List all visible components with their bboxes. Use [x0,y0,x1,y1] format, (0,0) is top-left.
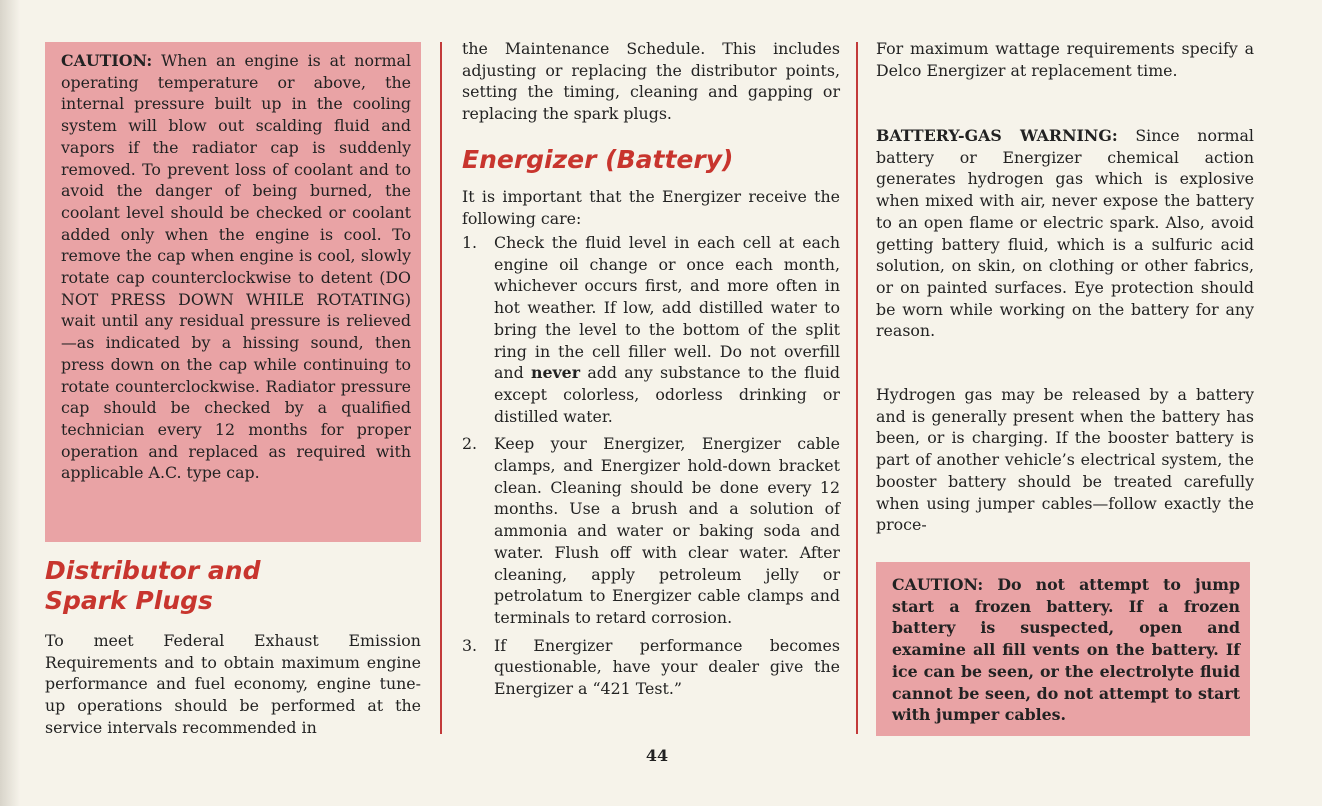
distributor-heading-line2: Spark Plugs [45,586,213,615]
list-item-emphasis: never [530,363,581,383]
warning-label: BATTERY-GAS WARNING: [876,126,1118,145]
energizer-intro: It is important that the Energizer receive the following care: [462,187,840,228]
hydrogen-paragraph: Hydrogen gas may be released by a battery and is generally present when the battery has been, or is charging. If the booster battery is part of another vehicle’s electrical system, the booster battery should be treated carefully when using jumper cables—follow exactly the proce- [876,385,1254,535]
list-item-text-after: add any substance to the fluid except colorless, odorless drinking or distilled water. [494,363,840,426]
energizer-heading: Energizer (Battery) [462,145,734,174]
list-item-text: Keep your Energizer, Energizer cable clamps, and Energizer hold-down bracket clean. Cleaning should be done every 12 months. Use a brush and a solution of ammonia and water or baking soda and water. Flush off with clear water. After cleaning, apply petroleum jelly or petrolatum to Energizer cable clamps and terminals to retard corrosion. [494,434,840,627]
caution-label: CAUTION: [61,51,153,70]
wattage-paragraph: For maximum wattage requirements specify a Delco Energizer at replacement time. [876,39,1254,80]
list-item-number: 2. [462,434,478,454]
warning-body: Since normal battery or Energizer chemical action generates hydrogen gas which is explosive when mixed with air, never expose the battery to an open flame or electric spark. Also, avoid getting battery fluid, which is a sulfuric acid solution, on skin, on clothing or other fabrics, or on painted surfaces. Eye protection should be worn while working on the battery for any reason. [876,126,1254,341]
radiator-caution-box [45,42,421,542]
list-item-number: 1. [462,233,478,252]
page-binding-shadow [0,0,20,806]
caution-body: Do not attempt to jump start a frozen battery. If a frozen battery is suspected, open and examine all fill vents on the battery. If ice can be seen, or the electrolyte fluid cannot be seen, do not attempt to start with jumper cables. [892,575,1240,725]
column-divider-2 [856,42,858,734]
list-item [462,433,840,628]
page-number: 44 [645,746,669,765]
radiator-caution-text [61,50,411,484]
energizer-care-list [462,232,840,706]
battery-gas-warning [876,125,1254,342]
list-item-text: Check the fluid level in each cell at each engine oil change or once each month, whichever occurs first, and more often in hot weather. If low, add distilled water to bring the level to the bottom of the split ring in the cell filler well. Do not overfill and [494,233,840,383]
list-item-text: If Energizer performance becomes questionable, have your dealer give the Energizer a “421 Test.” [494,635,840,699]
distributor-heading-line1: Distributor and [45,556,261,585]
caution-label: CAUTION: [892,575,984,594]
list-item [462,232,840,427]
distributor-paragraph: To meet Federal Exhaust Emission Requirements and to obtain maximum engine performance and fuel economy, engine tune-up operations should be performed at the service intervals recommended in [45,631,421,737]
list-item [462,635,840,700]
column-divider-1 [440,42,442,734]
frozen-battery-caution-text [892,574,1240,726]
caution-body: When an engine is at normal operating temperature or above, the internal pressure built up in the cooling system will blow out scalding fluid and vapors if the radiator cap is suddenly removed. To prevent loss of coolant and to avoid the danger of being burned, the coolant level should be checked or coolant added only when the engine is cool. To remove the cap when engine is cool, slowly rotate cap counterclockwise to detent (DO NOT PRESS DOWN WHILE ROTATING) wait until any residual pressure is relieved—as indicated by a hissing sound, then press down on the cap while continuing to rotate counterclockwise. Radiator pressure cap should be checked by a qualified technician every 12 months for proper operation and replaced as required with applicable A.C. type cap. [61,51,411,483]
list-item-number: 3. [462,635,478,655]
distributor-heading [45,556,421,616]
frozen-battery-caution-box [876,562,1250,736]
maintenance-continuation: the Maintenance Schedule. This includes adjusting or replacing the distributor points, setting the timing, cleaning and gapping or replacing the spark plugs. [462,39,840,124]
